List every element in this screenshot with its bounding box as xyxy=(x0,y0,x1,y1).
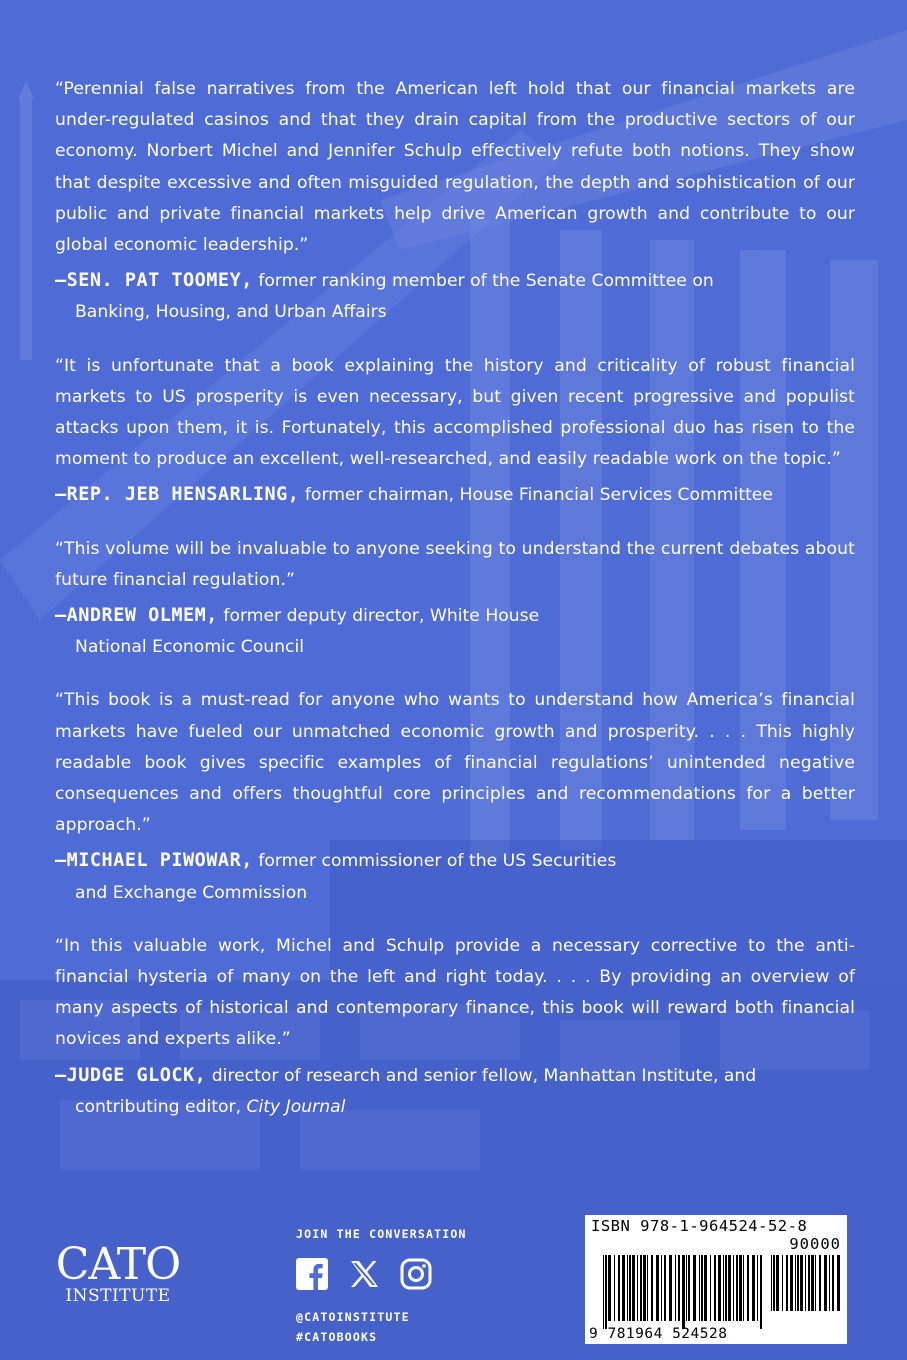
blurb-author-title-cont: National Economic Council xyxy=(75,637,305,658)
barcode-addon-bars xyxy=(771,1255,841,1319)
social-handle: @CATOINSTITUTE xyxy=(296,1310,410,1324)
social-hashtag: #CATOBOOKS xyxy=(296,1330,378,1344)
logo-wordmark: CATO xyxy=(55,1239,181,1290)
isbn-barcode xyxy=(585,1215,847,1344)
blurb-quote: “This book is a must-read for anyone who wants to understand how America’s financial markets have fueled our unmatched economic growth and prosperity. . . . This highly readable book gives specific examples of financial regulations’ unintended negative consequences and offers thoughtful core principles and recommendations for a better approach.” xyxy=(55,690,855,836)
blurb-attribution xyxy=(55,600,855,663)
endorsements xyxy=(55,74,855,1123)
blurb-author-title-plain: contributing editor, xyxy=(75,1096,247,1117)
price-code: 90000 xyxy=(789,1235,841,1253)
facebook-icon xyxy=(296,1258,328,1290)
logo-subtext: INSTITUTE xyxy=(65,1286,171,1306)
blurb-author-title-cont: Banking, Housing, and Urban Affairs xyxy=(75,302,387,323)
blurb-quote: “It is unfortunate that a book explaining the history and criticality of robust financial markets to US prosperity is even necessary, but given recent progressive and populist attacks upon them, it is. Fortunately, this accomplished professional duo has risen to the moment to produce an excellent, well-researched, and easily readable work on the topic.” xyxy=(55,355,855,470)
ean-number: 9 781964 524528 xyxy=(589,1326,728,1342)
blurb-author: —REP. JEB HENSARLING, xyxy=(55,484,300,506)
blurb-quote: “Perennial false narratives from the American left hold that our financial markets are under-regulated casinos and that they drain capital from the productive sectors of our economy. Norbert Michel and Jennifer Schulp effectively refute both notions. They show that despite excessive and often misguided regulation, the depth and sophistication of our public and private financial markets help drive American growth and contribute to our global economic leadership.” xyxy=(55,79,855,256)
blurb-author: —JUDGE GLOCK, xyxy=(55,1064,207,1086)
publication-name: City Journal xyxy=(246,1096,346,1117)
isbn-number: ISBN 978-1-964524-52-8 xyxy=(591,1217,808,1235)
blurb-author-title: former deputy director, White House xyxy=(223,606,540,627)
social-section xyxy=(296,1227,486,1347)
blurb-author-title-cont xyxy=(55,1092,855,1123)
blurb-author: —ANDREW OLMEM, xyxy=(55,605,218,627)
blurb-author-title-cont: and Exchange Commission xyxy=(75,882,308,903)
instagram-icon xyxy=(400,1258,432,1290)
x-icon xyxy=(348,1258,380,1290)
blurb-attribution xyxy=(55,845,855,908)
blurb-attribution xyxy=(55,265,855,328)
social-heading: JOIN THE CONVERSATION xyxy=(296,1227,467,1241)
blurb-author-title: former commissioner of the US Securities xyxy=(258,851,617,872)
blurb-quote: “This volume will be invaluable to anyone seeking to understand the current debates about future financial regulation.” xyxy=(55,538,855,590)
blurb-author: —MICHAEL PIWOWAR, xyxy=(55,850,253,872)
cato-institute-logo xyxy=(53,1239,183,1307)
blurb-author-title: former chairman, House Financial Services Committee xyxy=(304,485,773,506)
blurb-author: —SEN. PAT TOOMEY, xyxy=(55,270,253,292)
blurb-author-title: director of research and senior fellow, Manhattan Institute, and xyxy=(211,1065,757,1086)
social-icons xyxy=(296,1256,486,1292)
barcode-bars xyxy=(603,1255,763,1329)
blurb-attribution xyxy=(55,479,855,511)
blurb-attribution xyxy=(55,1060,855,1123)
blurb-author-title: former ranking member of the Senate Committee on xyxy=(258,271,714,292)
blurb-quote: “In this valuable work, Michel and Schulp provide a necessary corrective to the anti-financial hysteria of many on the left and right today. . . . By providing an overview of many aspects of historical and contemporary finance, this book will reward both financial novices and experts alike.” xyxy=(55,935,855,1050)
